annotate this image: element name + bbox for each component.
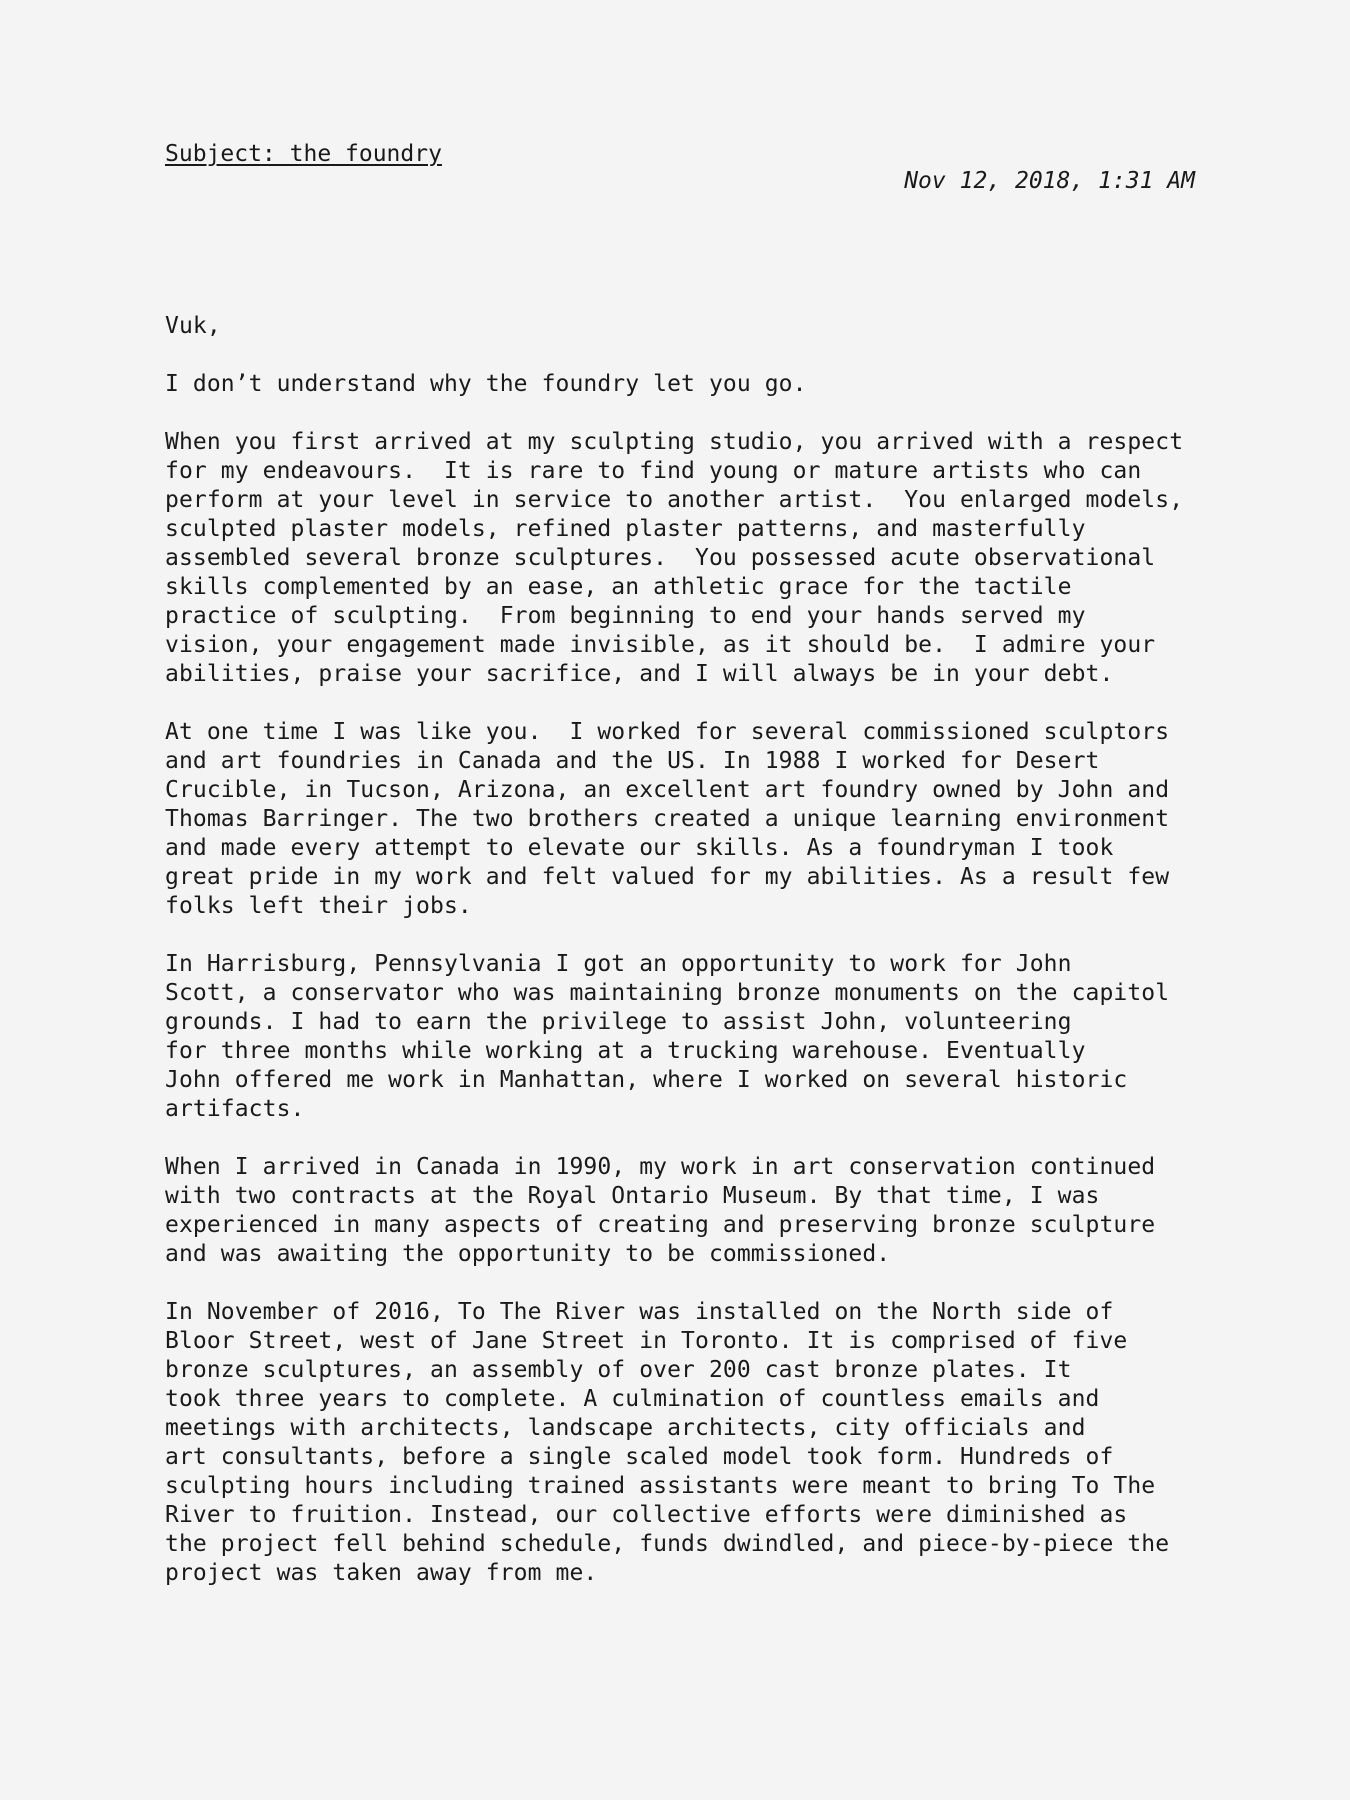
salutation: Vuk, <box>165 313 221 339</box>
sent-date: Nov 12, 2018, 1:31 AM <box>904 168 1195 194</box>
paragraph: When you first arrived at my sculpting studio, you arrived with a respect for my endeavours. It is rare to find young or mature artists who can perform at your level in service to another artist. You enlarged models, sculpted plaster models, refined plaster patterns, and masterfully assembled several bronze sculptures. You possessed acute observational skills complemented by an ease, an athletic grace for the tactile practice of sculpting. From beginning to end your hands served my vision, your engagement made invisible, as it should be. I admire your abilities, praise your sacrifice, and I will always be in your debt. <box>165 429 1184 687</box>
paragraph: I don’t understand why the foundry let you go. <box>165 371 807 397</box>
paragraph: At one time I was like you. I worked for several commissioned sculptors and art foundries in Canada and the US. In 1988 I worked for Desert Crucible, in Tucson, Arizona, an excellent art foundry owned by John and Thomas Barringer. The two brothers created a unique learning environment and made every attempt to elevate our skills. As a foundryman I took great pride in my work and felt valued for my abilities. As a result few folks left their jobs. <box>165 719 1170 919</box>
paragraph: In Harrisburg, Pennsylvania I got an opportunity to work for John Scott, a conservator who was maintaining bronze monuments on the capitol grounds. I had to earn the privilege to assist John, volunteering for three months while working at a trucking warehouse. Eventually John offered me work in Manhattan, where I worked on several historic artifacts. <box>165 951 1170 1122</box>
letter-page <box>165 0 1195 1800</box>
paragraph: In November of 2016, To The River was installed on the North side of Bloor Street, west of Jane Street in Toronto. It is comprised of five bronze sculptures, an assembly of over 200 cast bronze plates. It took three years to complete. A culmination of countless emails and meetings with architects, landscape architects, city officials and art consultants, before a single scaled model took form. Hundreds of sculpting hours including trained assistants were meant to bring To The River to fruition. Instead, our collective efforts were diminished as the project fell behind schedule, funds dwindled, and piece-by-piece the project was taken away from me. <box>165 1299 1170 1586</box>
subject-line: Subject: the foundry <box>165 141 442 167</box>
letter-body <box>165 312 1195 1617</box>
paragraph: When I arrived in Canada in 1990, my work in art conservation continued with two contracts at the Royal Ontario Museum. By that time, I was experienced in many aspects of creating and preserving bronze sculpture and was awaiting the opportunity to be commissioned. <box>165 1154 1156 1267</box>
